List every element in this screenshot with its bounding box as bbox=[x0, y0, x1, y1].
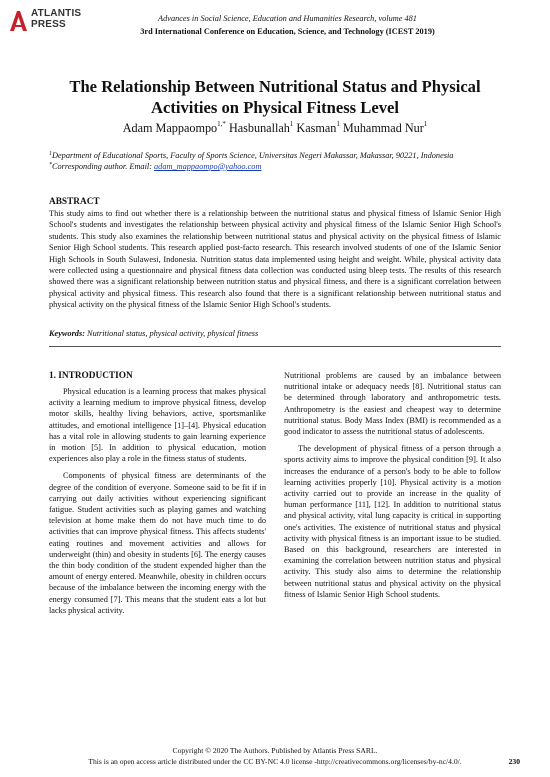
paragraph: Physical education is a learning process that makes physical activity a learning medium to improve physical fitness, develop motor skills, healthy living behaviors, active, sportsmanlike attitudes, and emotional intelligence [1]–[4]. Physical education has a vital role in allowing students to gain learning experience in motion [5]. In addition to physical education, motion experiences also play a role in the fitness status of students. bbox=[49, 387, 266, 464]
author-affiliation-mark: 1 bbox=[336, 120, 340, 128]
affiliation-block bbox=[49, 150, 509, 172]
logo-line-2: PRESS bbox=[31, 19, 66, 30]
affiliation-mark: 1 bbox=[49, 151, 52, 157]
right-column bbox=[284, 370, 501, 606]
left-column bbox=[49, 386, 266, 622]
paragraph: Nutritional problems are caused by an imbalance between nutritional intake or adequacy needs [8]. Nutritional status can be determined through laboratory and anthropometric tests. Anthropometry is the easiest and cheapest way to determine nutritional status. Body Mass Index (BMI) is recommended as a good indicator to assess the nutritional status of adolescents. bbox=[284, 371, 501, 437]
keywords-text: Nutritional status, physical activity, physical fitness bbox=[87, 329, 259, 338]
author-name: Kasman bbox=[296, 121, 337, 135]
email-link[interactable]: adam_mappaompo@yahoo.com bbox=[154, 162, 262, 171]
page-number: 230 bbox=[508, 757, 520, 766]
affiliation-text: Department of Educational Sports, Faculty of Sports Science, Universitas Negeri Makassar, Makassar, 90221, Indonesia bbox=[52, 151, 454, 160]
corresponding-label: Corresponding author. Email: bbox=[52, 162, 155, 171]
series-header: Advances in Social Science, Education and Humanities Research, volume 481 bbox=[158, 14, 417, 23]
keywords-label: Keywords: bbox=[49, 329, 85, 338]
section-divider bbox=[49, 346, 501, 347]
conference-header: 3rd International Conference on Education, Science, and Technology (ICEST 2019) bbox=[140, 27, 435, 36]
logo-line-1: ATLANTIS bbox=[31, 8, 82, 19]
author-name: Adam Mappaompo bbox=[122, 121, 218, 135]
section-heading: 1. INTRODUCTION bbox=[49, 371, 133, 381]
license-notice: This is an open access article distributed under the CC BY-NC 4.0 license -http://creativecommons.org/licenses/by-nc/4.0/. bbox=[88, 757, 462, 766]
keywords bbox=[49, 329, 501, 338]
affiliation bbox=[49, 150, 509, 161]
corresponding-author bbox=[49, 161, 509, 172]
paper-title: The Relationship Between Nutritional Status and Physical Activities on Physical Fitness Level bbox=[69, 77, 481, 117]
corresponding-mark: * bbox=[49, 162, 52, 168]
paragraph: Components of physical fitness are determinants of the degree of the condition of everyone. Someone said to be fit if in carrying out daily activities without experiencing significant fatigue. Student activities such as playing games and watching television at home make them do not have much time to do activities that can improve physical fitness. This affects students' eating routines and movement activities and allows for underweight (thin) and obesity in students [6]. The energy causes the thin body condition of the student expended higher than the amount of energy entered. Meanwhile, obesity in children occurs because of the imbalance between the incoming energy with the energy consumed [7]. This means that the student eats a lot but lacks physical activity. bbox=[49, 471, 266, 615]
author-affiliation-mark: 1,* bbox=[217, 120, 226, 128]
copyright-notice: Copyright © 2020 The Authors. Published by Atlantis Press SARL. bbox=[172, 746, 378, 755]
author-name: Muhammad Nur bbox=[342, 121, 424, 135]
author-affiliation-mark: 1 bbox=[289, 120, 294, 128]
paragraph: The development of physical fitness of a person through a sports activity aims to improve the physical condition [9]. It also increases the endurance of a person's body to be able to follow learning activities properly [10]. Physical activity is a motion activity carried out to provide an increase in the quality of human performance [11], [12]. In addition to nutritional status and physical activity, vital lung capacity is critical in supporting one's activities. The existence of nutritional status and physical activity with physical fitness is an important issue to be studied. Based on this background, researchers are interested in examining the correlation between nutrition status and physical activity. This study also aims to determine the relationship between nutritional status and physical activity on the physical fitness of Islamic Senior High School students. bbox=[284, 444, 501, 599]
author-list bbox=[40, 121, 510, 136]
author-affiliation-mark: 1 bbox=[423, 120, 428, 128]
abstract-text: This study aims to find out whether there is a relationship between the nutritional status and physical fitness of Islamic Senior High School's students and investigates the relationship between physical activity and physical fitness of the Islamic Senior High School's students. This study also examines the relationship between nutritional status and physical activity on the physical fitness of Islamic Senior High School students. This research applied post-facto research. This research involved students of one of the Islamic Senior High Schools in South Sulawesi, Indonesia. Nutrition status data implemented using height and weight. While, physical activity data were collected using a questionnaire and physical fitness data collection was conducted using bleep tests. The results of this research showed there was a significant relationship between nutrition status and physical fitness, and there is a significant correlation between physical activity and physical fitness. This research also found that there is a significant relationship between nutritional status and physical activity on the physical fitness of the Islamic Senior High School's students. bbox=[49, 209, 501, 310]
abstract-heading: ABSTRACT bbox=[49, 197, 100, 207]
author-name: Hasbunallah bbox=[228, 121, 290, 135]
